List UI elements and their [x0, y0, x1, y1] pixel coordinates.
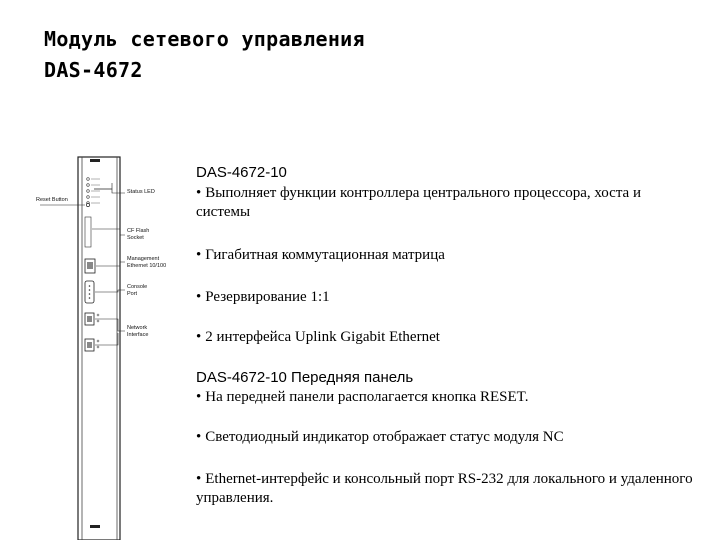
bullet-marker: • [196, 289, 202, 305]
bullet-marker: • [196, 329, 202, 345]
reset-button-label: Reset Button [36, 197, 68, 203]
bullet-text: Гигабитная коммутационная матрица [205, 247, 445, 263]
mgmt-ethernet-label-line2: Ethernet 10/100 [127, 263, 167, 269]
bullet-marker: • [196, 389, 202, 405]
status-led-label: Status LED [127, 189, 155, 195]
page-title [44, 24, 365, 86]
network-interface-label-line2: Interface [127, 332, 149, 338]
bullet-text: На передней панели располагается кнопка RESET. [205, 389, 529, 405]
section1-bullet-2 [196, 246, 696, 265]
bullet-marker: • [196, 247, 202, 263]
bullet-marker: • [196, 185, 202, 201]
front-panel-drawing [30, 155, 190, 540]
section1-bullet-1 [196, 184, 696, 222]
cf-flash-label-line2: Socket [127, 235, 144, 241]
cf-flash-label-line1: CF Flash [127, 228, 150, 234]
title-line-2: DAS-4672 [44, 58, 143, 82]
section2-bullet-3 [196, 470, 696, 508]
bullet-text: Выполняет функции контроллера центрального процессора, хоста и системы [196, 185, 641, 220]
console-port-label-line2: Port [127, 291, 138, 297]
section1-heading: DAS-4672-10 [196, 164, 287, 181]
section2-bullet-1 [196, 388, 696, 407]
front-panel-diagram [30, 155, 190, 540]
section1-bullet-4 [196, 328, 696, 347]
title-line-1: Модуль сетевого управления [44, 27, 365, 51]
bullet-text: Ethernet-интерфейс и консольный порт RS-232 для локального и удаленного управления. [196, 471, 693, 506]
bullet-marker: • [196, 429, 202, 445]
section2-heading: DAS-4672-10 Передняя панель [196, 369, 414, 386]
bullet-text: 2 интерфейса Uplink Gigabit Ethernet [205, 329, 440, 345]
mgmt-ethernet-label-line1: Management [127, 256, 160, 262]
console-port-label-line1: Console [127, 284, 148, 290]
bullet-marker: • [196, 471, 202, 487]
network-interface-label-line1: Network [127, 325, 148, 331]
section1-bullet-3 [196, 288, 696, 307]
bullet-text: Светодиодный индикатор отображает статус модуля NC [205, 429, 564, 445]
bullet-text: Резервирование 1:1 [205, 289, 330, 305]
reset-button-hole [86, 203, 89, 206]
section2-bullet-2 [196, 428, 696, 447]
